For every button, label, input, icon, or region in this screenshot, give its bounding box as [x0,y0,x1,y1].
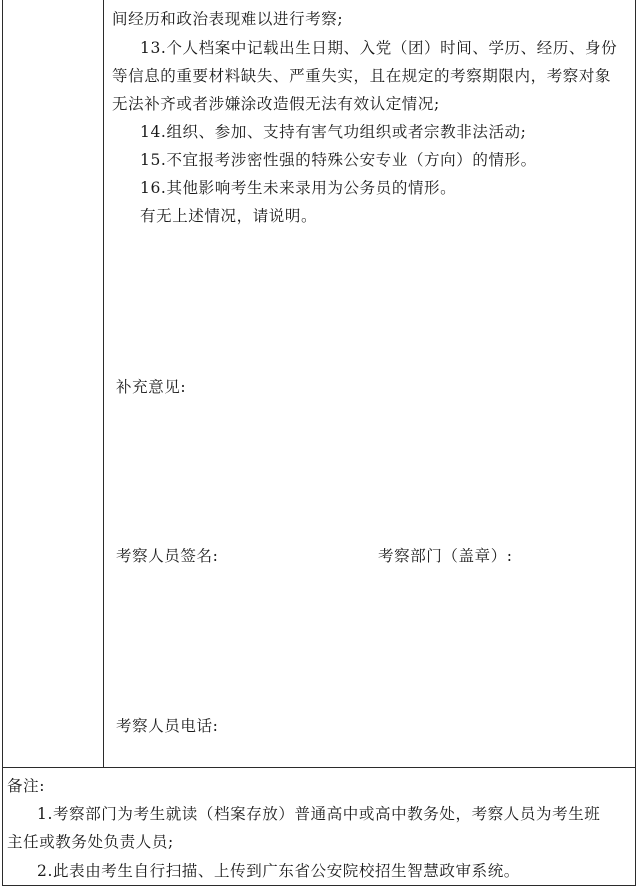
content-line-1: 间经历和政治表现难以进行考察; [112,10,344,28]
note-line-3: 2.此表由考生自行扫描、上传到广东省公安院校招生智慧政审系统。 [37,862,520,880]
content-line-2: 13.个人档案中记载出生日期、入党（团）时间、学历、经历、身份 [140,39,618,57]
notes-title: 备注: [7,777,46,795]
note-line-2: 主任或教务处负责人员; [7,833,174,851]
inspector-signature-label: 考察人员签名: [116,547,219,565]
note-line-1: 1.考察部门为考生就读（档案存放）普通高中或高中教务处，考察人员为考生班 [37,805,601,823]
department-seal-label: 考察部门（盖章）: [378,547,513,565]
supplement-label: 补充意见: [116,378,187,396]
form-table [2,0,636,886]
inspector-phone-label: 考察人员电话: [116,717,219,735]
content-line-6: 15.不宜报考涉密性强的特殊公安专业（方向）的情形。 [140,151,537,169]
content-line-5: 14.组织、参加、支持有害气功组织或者宗教非法活动; [140,123,527,141]
column-divider [103,0,104,767]
notes-cell [3,768,635,886]
inspection-content-cell [106,0,634,767]
content-line-3: 等信息的重要材料缺失、严重失实，且在规定的考察期限内，考察对象 [112,67,612,85]
content-line-8: 有无上述情况，请说明。 [140,207,318,225]
content-line-4: 无法补齐或者涉嫌涂改造假无法有效认定情况; [112,95,440,113]
content-line-7: 16.其他影响考生未来录用为公务员的情形。 [140,179,457,197]
